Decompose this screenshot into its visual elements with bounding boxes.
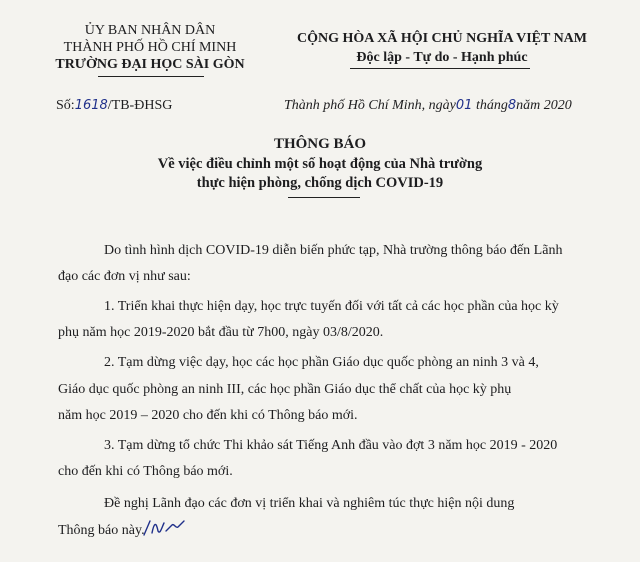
number-suffix: /TB-ĐHSG <box>107 98 173 113</box>
school-name: TRƯỜNG ĐẠI HỌC SÀI GÒN <box>55 57 245 72</box>
subtitle-underline <box>288 197 360 198</box>
motto-underline <box>350 68 530 69</box>
number-handwritten: 1618 <box>74 98 108 113</box>
agency-line-2: THÀNH PHỐ HỒ CHÍ MINH <box>63 40 237 55</box>
date-month: 8 <box>507 98 517 113</box>
intro-line-1: Do tình hình dịch COVID-19 diễn biến phức tạp, Nhà trường thông báo đến Lãnh <box>104 243 563 258</box>
document-date <box>284 98 572 114</box>
date-prefix: Thành phố Hồ Chí Minh, ngày <box>284 98 456 113</box>
item1-line-1: 1. Triển khai thực hiện dạy, học trực tuyến đối với tất cả các học phần của học kỳ <box>104 299 559 314</box>
item2-line-3: năm học 2019 – 2020 cho đến khi có Thông báo mới. <box>58 408 358 423</box>
closing-line-1: Đề nghị Lãnh đạo các đơn vị triển khai và nghiêm túc thực hiện nội dung <box>104 496 515 511</box>
item2-line-1: 2. Tạm dừng việc dạy, học các học phần Giáo dục quốc phòng an ninh 3 và 4, <box>104 355 539 370</box>
national-motto: Độc lập - Tự do - Hạnh phúc <box>356 50 528 65</box>
national-title <box>262 30 622 66</box>
item3-line-1: 3. Tạm dừng tổ chức Thi khảo sát Tiếng Anh đầu vào đợt 3 năm học 2019 - 2020 <box>104 438 558 453</box>
closing-line-2 <box>58 521 145 541</box>
subtitle-line-2: thực hiện phòng, chống dịch COVID-19 <box>196 175 444 191</box>
agency-name <box>30 22 270 73</box>
item1-line-2: phụ năm học 2019-2020 bắt đầu từ 7h00, ngày 03/8/2020. <box>58 325 384 340</box>
document-number <box>56 98 172 114</box>
item2-line-2: Giáo dục quốc phòng an ninh III, các học phần Giáo dục thể chất của học kỳ phụ <box>58 382 512 397</box>
school-underline <box>98 76 204 77</box>
intro-line-2: đạo các đơn vị như sau: <box>58 269 191 284</box>
initial-signature-mark <box>142 517 186 539</box>
national-line-1: CỘNG HÒA XÃ HỘI CHỦ NGHĨA VIỆT NAM <box>296 31 587 46</box>
date-middle: tháng <box>475 98 508 113</box>
closing-text: Thông báo này. <box>58 523 145 538</box>
item3-line-2: cho đến khi có Thông báo mới. <box>58 464 233 479</box>
number-prefix: Số: <box>56 98 75 113</box>
date-day: 01 <box>455 98 473 113</box>
subtitle-line-1: Về việc điều chỉnh một số hoạt động của Nhà trường <box>157 156 483 172</box>
document-title: THÔNG BÁO <box>273 136 367 152</box>
date-suffix: năm 2020 <box>516 98 572 113</box>
agency-line-1: ỦY BAN NHÂN DÂN <box>84 23 216 38</box>
